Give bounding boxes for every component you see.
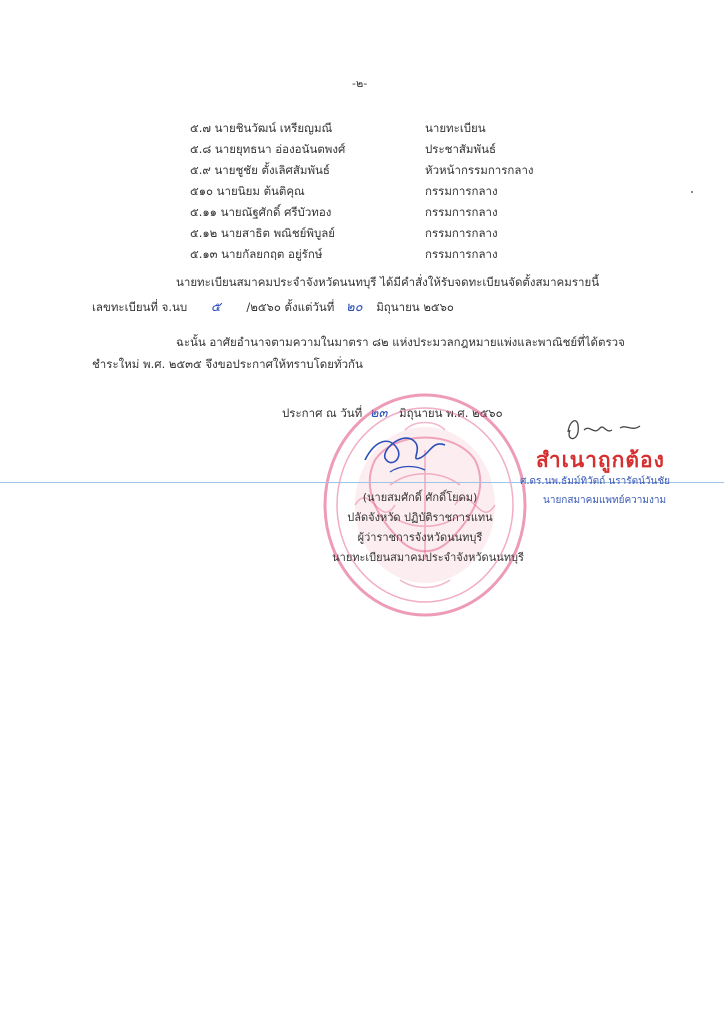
scan-speck [691,191,693,193]
authority-paragraph-line1: ฉะนั้น อาศัยอำนาจตามความในมาตรา ๘๒ แห่งประมวลกฎหมายแพ่งและพาณิชย์ที่ได้ตรวจ [176,335,625,349]
member-role: นายทะเบียน [425,121,486,135]
authority-paragraph-line2: ชำระใหม่ พ.ศ. ๒๕๓๕ จึงขอประกาศให้ทราบโดยทั่วกัน [92,357,363,371]
registration-paragraph-line1: นายทะเบียนสมาคมประจำจังหวัดนนทบุรี ได้มีคำสั่งให้รับจดทะเบียนจัดตั้งสมาคมรายนี้ [176,275,600,289]
registration-mid: /๒๕๖๐ ตั้งแต่วันที่ [246,300,335,314]
certifier-name: ศ.ดร.นพ.ธัมม์ทิวัตถ์ นรารัตน์วันชัย [520,476,671,487]
signer-name: (นายสมศักดิ์ ศักดิ์โยดม) [362,491,478,504]
member-name: ๕.๗ นายชินวัฒน์ เหรียญมณี [190,121,333,135]
member-role: กรรมการกลาง [425,205,498,219]
member-name: ๕.๘ นายยุทธนา อ่องอนันตพงศ์ [190,142,346,156]
registration-day: ๒๐ [346,300,363,315]
member-name: ๕.๑๒ นายสาธิต พณิชย์พิบูลย์ [190,226,336,240]
member-row [190,246,610,266]
signer-title-line2: ผู้ว่าราชการจังหวัดนนทบุรี [357,531,483,544]
registration-suffix: มิถุนายน ๒๕๖๐ [376,300,454,314]
signer-title-line3: นายทะเบียนสมาคมประจำจังหวัดนนทบุรี [332,551,524,564]
member-role: ประชาสัมพันธ์ [425,142,496,156]
member-role: กรรมการกลาง [425,247,498,261]
member-role: หัวหน้ากรรมการกลาง [425,163,534,177]
member-name: ๕.๑๑ นายณัฐศักดิ์ ศรีบัวทอง [190,205,332,219]
certifier-role: นายกสมาคมแพทย์ความงาม [543,495,667,506]
member-name: ๕๑๐ นายนิยม ต้นติคุณ [190,184,305,198]
announcement-day: ๒๓ [369,406,388,421]
member-role: กรรมการกลาง [425,184,498,198]
member-row [190,183,610,203]
member-name: ๕.๙ นายชูชัย ตั้งเลิศสัมพันธ์ [190,163,330,177]
member-role: กรรมการกลาง [425,226,498,240]
member-row [190,225,610,245]
member-row [190,120,610,140]
announcement-prefix: ประกาศ ณ วันที่ [282,406,363,420]
member-row [190,162,610,182]
member-name: ๕.๑๓ นายกัลยกฤต อยู่รักษ์ [190,247,323,261]
member-row [190,204,610,224]
page-number: -๒- [352,77,368,90]
registration-prefix: เลขทะเบียนที่ จ.นบ [92,300,188,314]
certified-copy-stamp: สำเนาถูกต้อง [536,448,665,472]
signer-title-line1: ปลัดจังหวัด ปฏิบัติราชการแทน [347,511,493,524]
signature-icon [360,420,450,480]
member-row [190,141,610,161]
registration-paragraph-line2 [92,296,454,317]
registration-number: ๕ [210,300,221,315]
announcement-suffix: มิถุนายน พ.ศ. ๒๕๖๐ [399,406,503,420]
